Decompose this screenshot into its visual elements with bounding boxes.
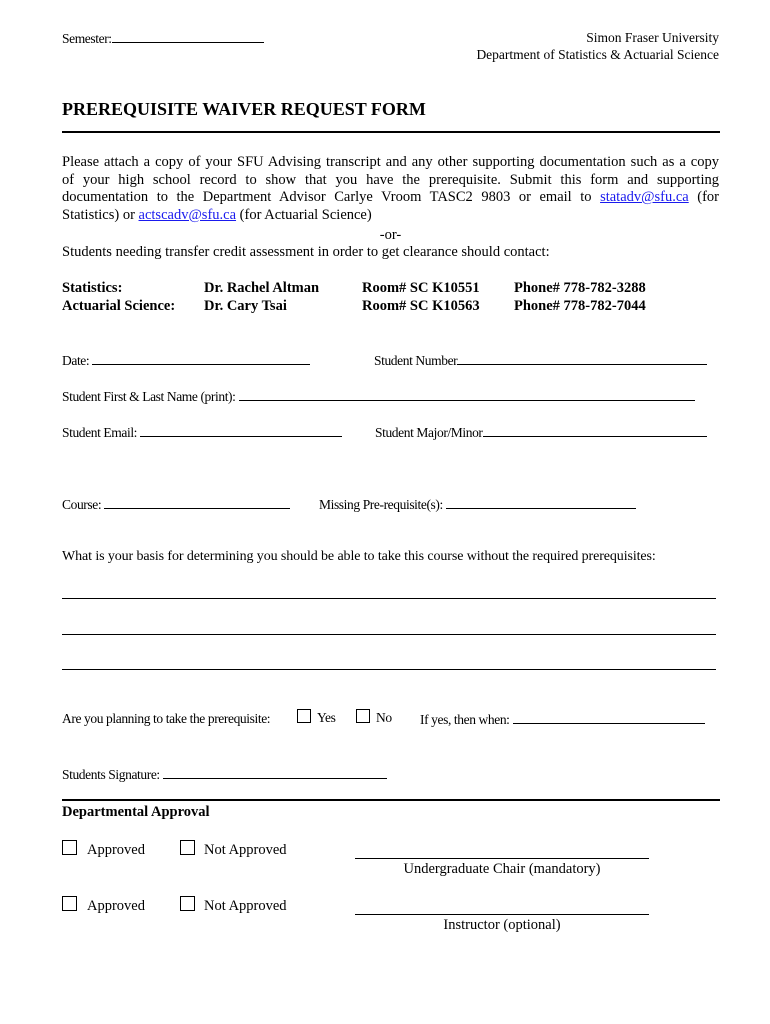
university-header: [476, 29, 719, 63]
title-divider: [62, 131, 720, 133]
chair-not-approved-checkbox[interactable]: [180, 840, 195, 855]
student-number-label: Student Number: [374, 353, 458, 368]
course-field[interactable]: [62, 496, 290, 513]
instructor-caption: Instructor (optional): [443, 917, 561, 933]
student-email-blank[interactable]: [140, 424, 342, 437]
no-option[interactable]: [356, 709, 392, 726]
instructor-approved-checkbox[interactable]: [62, 896, 77, 911]
course-label: Course:: [62, 497, 102, 512]
no-checkbox[interactable]: [356, 709, 370, 723]
approval-divider: [62, 799, 720, 801]
basis-answer-line[interactable]: [62, 634, 716, 635]
yes-option[interactable]: [297, 709, 335, 726]
contact-room: Room# SC K10563: [362, 298, 480, 314]
semester-blank[interactable]: [112, 30, 264, 43]
instructor-not-approved-checkbox[interactable]: [180, 896, 195, 911]
student-number-blank[interactable]: [457, 352, 707, 365]
student-major-label: Student Major/Minor: [375, 425, 483, 440]
instructor-signature-line[interactable]: [355, 914, 649, 915]
contact-area: Actuarial Science:: [62, 298, 176, 314]
instructions-line: Statistics) or actscadv@sfu.ca (for Actuarial Science): [62, 206, 372, 223]
instructions-line: documentation to the Department Advisor Carlye Vroom TASC2 9803 or email to statadv@sfu.ca (for: [62, 189, 720, 205]
not-approved-label: Not Approved: [204, 842, 287, 858]
chair-signature-line[interactable]: [355, 858, 649, 859]
student-email-label: Student Email:: [62, 425, 138, 440]
student-name-label: Student First & Last Name (print):: [62, 389, 236, 404]
basis-answer-line[interactable]: [62, 598, 716, 599]
department-name: Department of Statistics & Actuarial Science: [476, 47, 719, 62]
or-separator: -or-: [379, 227, 402, 243]
transfer-note: Students needing transfer credit assessment in order to get clearance should contact:: [62, 244, 550, 260]
contact-name: Dr. Cary Tsai: [204, 298, 287, 314]
student-name-field[interactable]: [62, 388, 695, 405]
instructions-line: Please attach a copy of your SFU Advising transcript and any other supporting documentation such as a copy: [62, 154, 719, 170]
yes-label: Yes: [317, 710, 336, 725]
instructions-line: of your high school record to show that you have the prerequisite. Submit this form and supporting: [62, 171, 719, 188]
course-blank[interactable]: [104, 496, 290, 509]
missing-prereq-blank[interactable]: [446, 496, 636, 509]
basis-answer-line[interactable]: [62, 669, 716, 670]
missing-prereq-field[interactable]: [319, 496, 636, 513]
university-name: Simon Fraser University: [586, 30, 719, 45]
contact-phone: Phone# 778-782-3288: [514, 280, 646, 296]
if-yes-blank[interactable]: [513, 711, 705, 724]
chair-approved-option[interactable]: [62, 840, 145, 859]
page-title: PREREQUISITE WAIVER REQUEST FORM: [62, 99, 426, 119]
approval-heading: Departmental Approval: [62, 804, 210, 820]
actsc-email-link[interactable]: actscadv@sfu.ca: [138, 206, 237, 223]
approved-label: Approved: [87, 842, 145, 858]
student-number-field[interactable]: [374, 352, 707, 369]
signature-label: Students Signature:: [62, 767, 160, 782]
no-label: No: [376, 710, 392, 725]
contact-name: Dr. Rachel Altman: [204, 280, 320, 296]
date-blank[interactable]: [92, 352, 310, 365]
yes-checkbox[interactable]: [297, 709, 311, 723]
contact-area: Statistics:: [62, 280, 123, 296]
date-field[interactable]: [62, 352, 310, 369]
chair-not-approved-option[interactable]: [180, 840, 287, 859]
semester-label: Semester:: [62, 31, 112, 46]
signature-field[interactable]: [62, 766, 387, 783]
contact-room: Room# SC K10551: [362, 280, 480, 296]
not-approved-label: Not Approved: [204, 898, 287, 914]
instructor-approved-option[interactable]: [62, 896, 145, 915]
if-yes-field[interactable]: [420, 711, 705, 728]
student-major-blank[interactable]: [483, 424, 707, 437]
if-yes-label: If yes, then when:: [420, 712, 510, 727]
chair-approved-checkbox[interactable]: [62, 840, 77, 855]
missing-prereq-label: Missing Pre-requisite(s):: [319, 497, 443, 512]
basis-question: What is your basis for determining you should be able to take this course without the required prerequisites:: [62, 549, 656, 564]
stats-email-link[interactable]: statadv@sfu.ca: [600, 189, 689, 205]
instructor-not-approved-option[interactable]: [180, 896, 287, 915]
chair-caption: Undergraduate Chair (mandatory): [403, 861, 601, 877]
student-email-field[interactable]: [62, 424, 342, 441]
student-major-field[interactable]: [375, 424, 707, 441]
semester-field[interactable]: [62, 30, 264, 47]
date-label: Date:: [62, 353, 90, 368]
contact-phone: Phone# 778-782-7044: [514, 298, 646, 314]
approved-label: Approved: [87, 898, 145, 914]
planning-question: Are you planning to take the prerequisite:: [62, 711, 271, 726]
instructions-paragraph: [62, 154, 719, 224]
signature-blank[interactable]: [163, 766, 387, 779]
student-name-blank[interactable]: [239, 388, 695, 401]
